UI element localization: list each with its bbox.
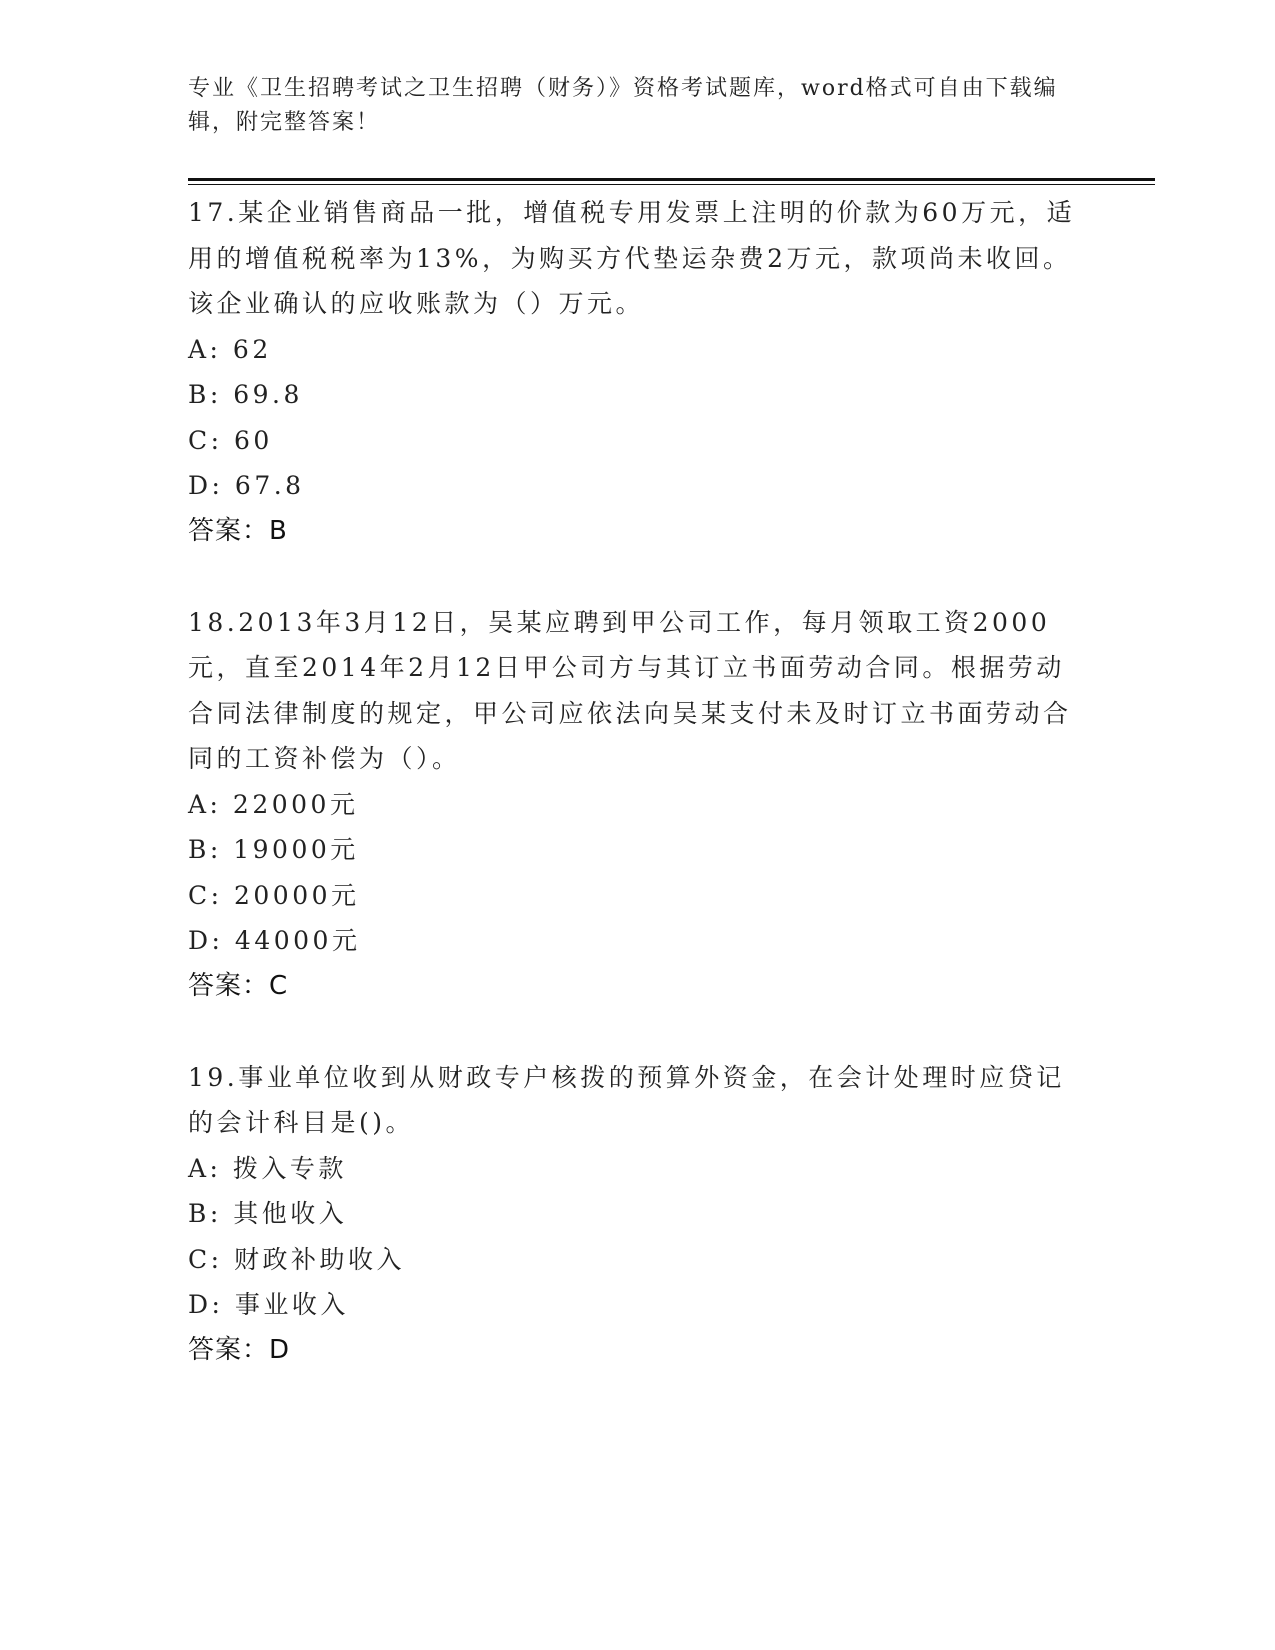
question-18 xyxy=(188,600,1088,1010)
header-rule-thick xyxy=(188,178,1155,181)
document-header: 专业《卫生招聘考试之卫生招聘（财务）》资格考试题库，word格式可自由下载编辑，附完整答案！ xyxy=(188,76,1058,135)
question-stem: 18.2013年3月12日，吴某应聘到甲公司工作，每月领取工资2000元，直至2014年2月12日甲公司方与其订立书面劳动合同。根据劳动合同法律制度的规定，甲公司应依法向吴某支付未及时订立书面劳动合同的工资补偿为（）。 xyxy=(188,607,1072,773)
option-c: C: 60 xyxy=(188,425,273,455)
option-a: A: 22000元 xyxy=(188,789,359,819)
option-c: C: 财政补助收入 xyxy=(188,1244,405,1274)
answer-line: 答案：B xyxy=(188,515,288,546)
option-b: B: 69.8 xyxy=(188,380,303,409)
header-rule-thin xyxy=(188,184,1155,185)
question-spacer xyxy=(188,554,1088,600)
question-17 xyxy=(188,190,1088,554)
option-a: A: 拨入专款 xyxy=(188,1153,347,1183)
option-c: C: 20000元 xyxy=(188,880,360,910)
option-b: B: 其他收入 xyxy=(188,1199,348,1228)
option-a: A: 62 xyxy=(188,334,272,364)
answer-line: 答案：C xyxy=(188,970,289,1001)
question-spacer xyxy=(188,1009,1088,1055)
question-19 xyxy=(188,1055,1088,1374)
option-d: D: 67.8 xyxy=(188,471,305,500)
answer-line: 答案：D xyxy=(188,1334,291,1365)
option-b: B: 19000元 xyxy=(188,835,359,864)
option-d: D: 事业收入 xyxy=(188,1290,349,1319)
question-stem: 17.某企业销售商品一批，增值税专用发票上注明的价款为60万元，适用的增值税税率为13%，为购买方代垫运杂费2万元，款项尚未收回。该企业确认的应收账款为（）万元。 xyxy=(188,198,1076,318)
option-d: D: 44000元 xyxy=(188,926,361,955)
question-stem: 19.事业单位收到从财政专户核拨的预算外资金，在会计处理时应贷记的会计科目是()。 xyxy=(188,1062,1065,1137)
question-list xyxy=(188,190,1088,1373)
